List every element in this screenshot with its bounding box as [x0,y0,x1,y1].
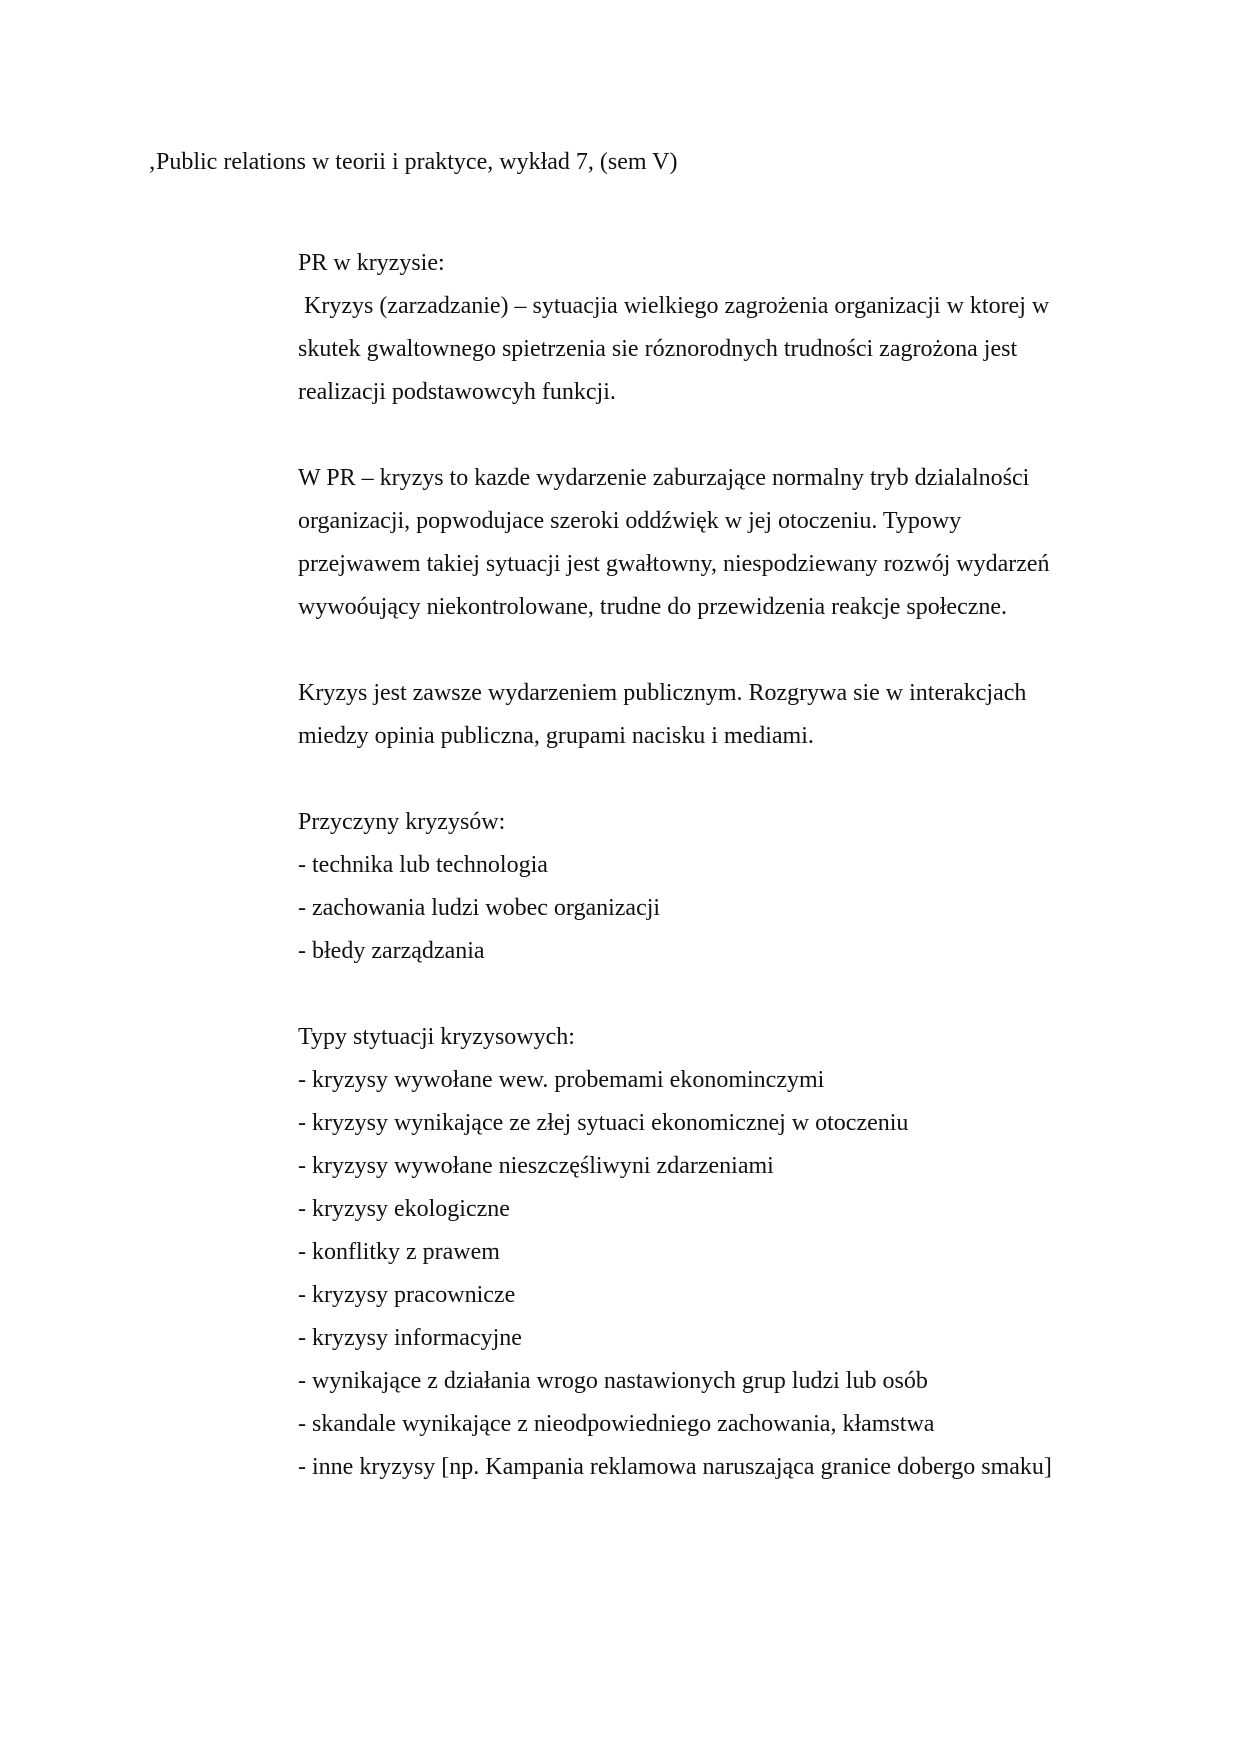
paragraph-gap [298,973,1098,1016]
pr-paragraph-line: wywoóujący niekontrolowane, trudne do przewidzenia reakcje społeczne. [298,594,1008,620]
paragraph-gap [298,414,1098,457]
types-list [298,1059,1098,1489]
pr-paragraph-line: W PR – kryzys to kazde wydarzenie zaburzające normalny tryb dzialalności [298,465,1030,491]
list-item: - zachowania ludzi wobec organizacji [298,895,661,921]
pr-paragraph-line: przejwawem takiej sytuacji jest gwałtowny, niespodziewany rozwój wydarzeń [298,551,1050,577]
list-item: - inne kryzysy [np. Kampania reklamowa naruszająca granice dobergo smaku] [298,1454,1052,1480]
list-item: - skandale wynikające z nieodpowiedniego zachowania, kłamstwa [298,1411,935,1437]
list-item: - kryzysy pracownicze [298,1282,516,1308]
list-item: - konflitky z prawem [298,1239,500,1265]
causes-list [298,844,1098,973]
list-item: - technika lub technologia [298,852,548,878]
types-heading: Typy stytuacji kryzysowych: [298,1024,575,1050]
document-body [298,242,1098,1489]
document-title: ‚Public relations w teorii i praktyce, wykład 7, (sem V) [148,149,678,175]
definition-line: realizacji podstawowcyh funkcji. [298,379,616,405]
list-item: - kryzysy ekologiczne [298,1196,510,1222]
definition-line: Kryzys (zarzadzanie) – sytuacjia wielkiego zagrożenia organizacji w ktorej w [304,293,1050,319]
list-item: - kryzysy informacyjne [298,1325,522,1351]
list-item: - kryzysy wywołane nieszczęśliwyni zdarzeniami [298,1153,774,1179]
paragraph-gap [298,629,1098,672]
paragraph-gap [298,758,1098,801]
list-item: - kryzysy wynikające ze złej sytuaci ekonomicznej w otoczeniu [298,1110,909,1136]
causes-heading: Przyczyny kryzysów: [298,809,506,835]
list-item: - wynikające z działania wrogo nastawionych grup ludzi lub osób [298,1368,928,1394]
section-heading-crisis: PR w kryzysie: [298,250,445,276]
list-item: - błedy zarządzania [298,938,485,964]
pr-paragraph-line: organizacji, popwodujace szeroki oddźwięk w jej otoczeniu. Typowy [298,508,962,534]
list-item: - kryzysy wywołane wew. probemami ekonominczymi [298,1067,825,1093]
public-paragraph-line: miedzy opinia publiczna, grupami nacisku i mediami. [298,723,814,749]
public-paragraph-line: Kryzys jest zawsze wydarzeniem publicznym. Rozgrywa sie w interakcjach [298,680,1027,706]
definition-line: skutek gwaltownego spietrzenia sie róznorodnych trudności zagrożona jest [298,336,1018,362]
